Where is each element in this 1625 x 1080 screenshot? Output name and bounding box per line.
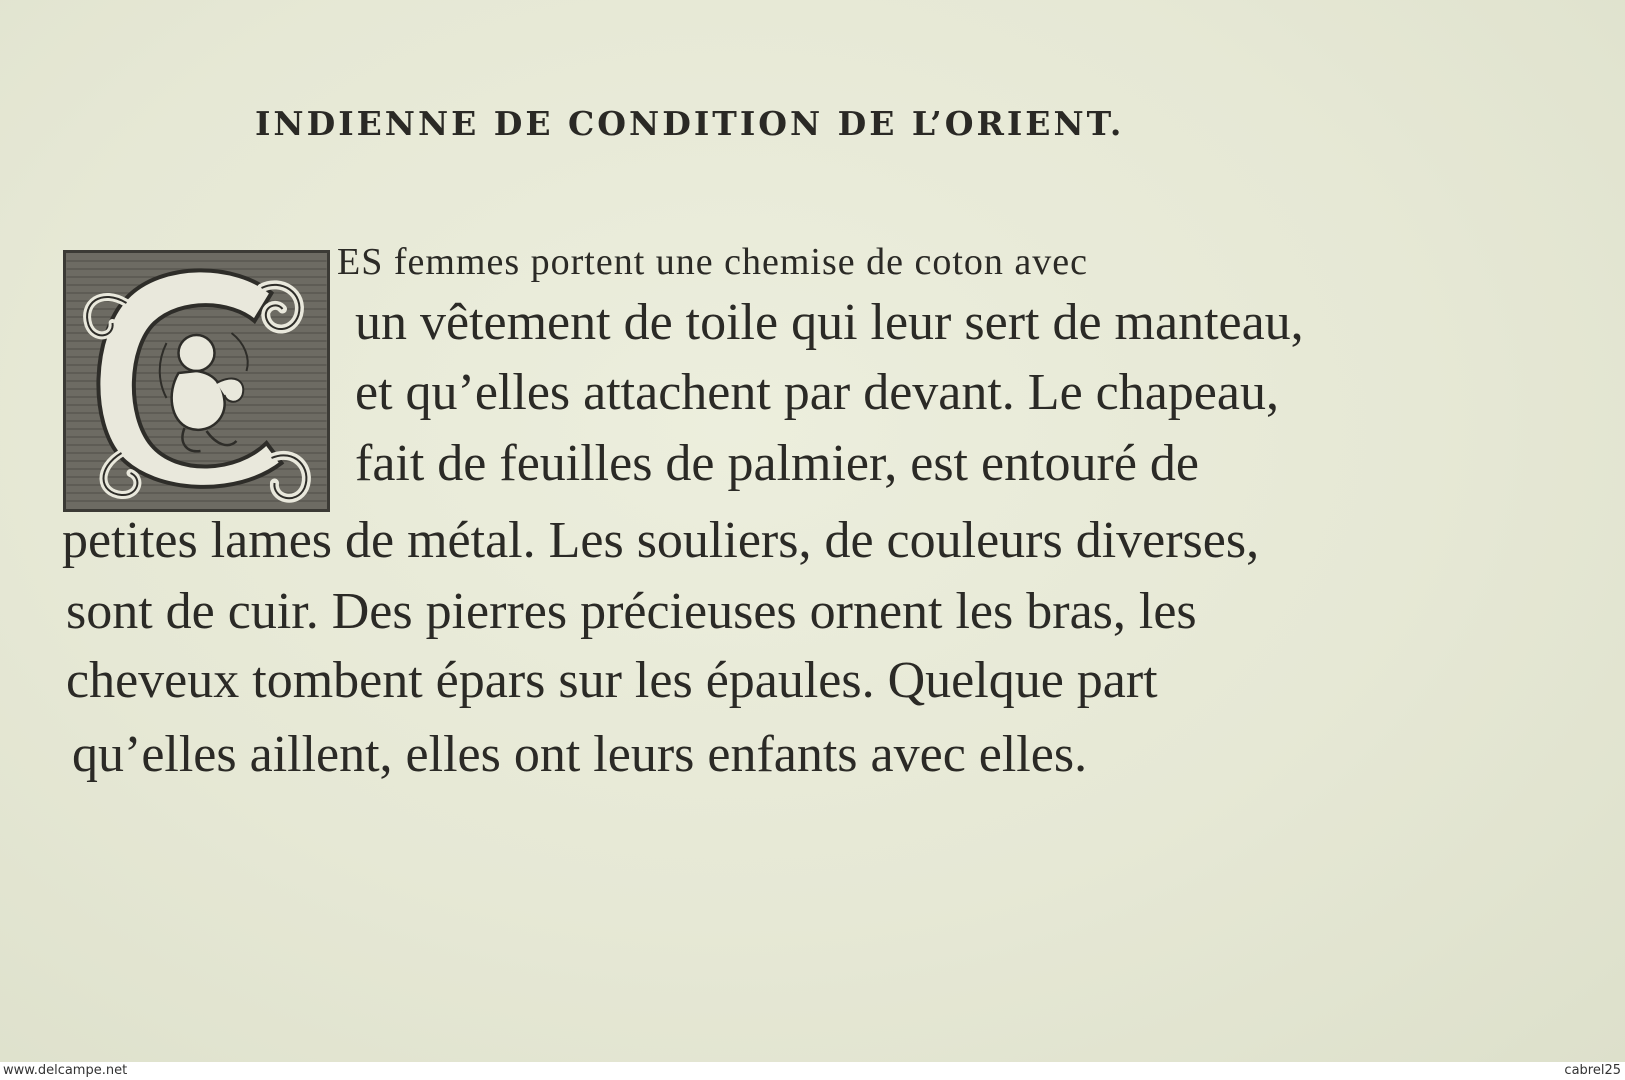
text-line-7: cheveux tombent épars sur les épaules. Quelque part <box>66 652 1158 709</box>
first-line-continuation: ES femmes portent une chemise de coton avec <box>337 241 1089 283</box>
text-line-6: sont de cuir. Des pierres précieuses ornent les bras, les <box>66 583 1197 640</box>
page-title: INDIENNE DE CONDITION DE L’ORIENT. <box>255 104 1125 143</box>
text-line-5: petites lames de métal. Les souliers, de couleurs diverses, <box>62 512 1260 569</box>
text-line-8: qu’elles aillent, elles ont leurs enfants avec elles. <box>72 726 1088 783</box>
watermark-user: cabrel25 <box>1564 1063 1621 1078</box>
text-line-1 <box>337 232 1088 284</box>
text-line-2: un vêtement de toile qui leur sert de manteau, <box>355 294 1304 351</box>
text-line-4: fait de feuilles de palmier, est entouré de <box>355 435 1200 492</box>
watermark-bar <box>0 1062 1625 1080</box>
text-line-3: et qu’elles attachent par devant. Le chapeau, <box>355 364 1279 421</box>
watermark-site: www.delcampe.net <box>3 1063 128 1078</box>
ornamental-drop-cap-c <box>63 250 330 512</box>
